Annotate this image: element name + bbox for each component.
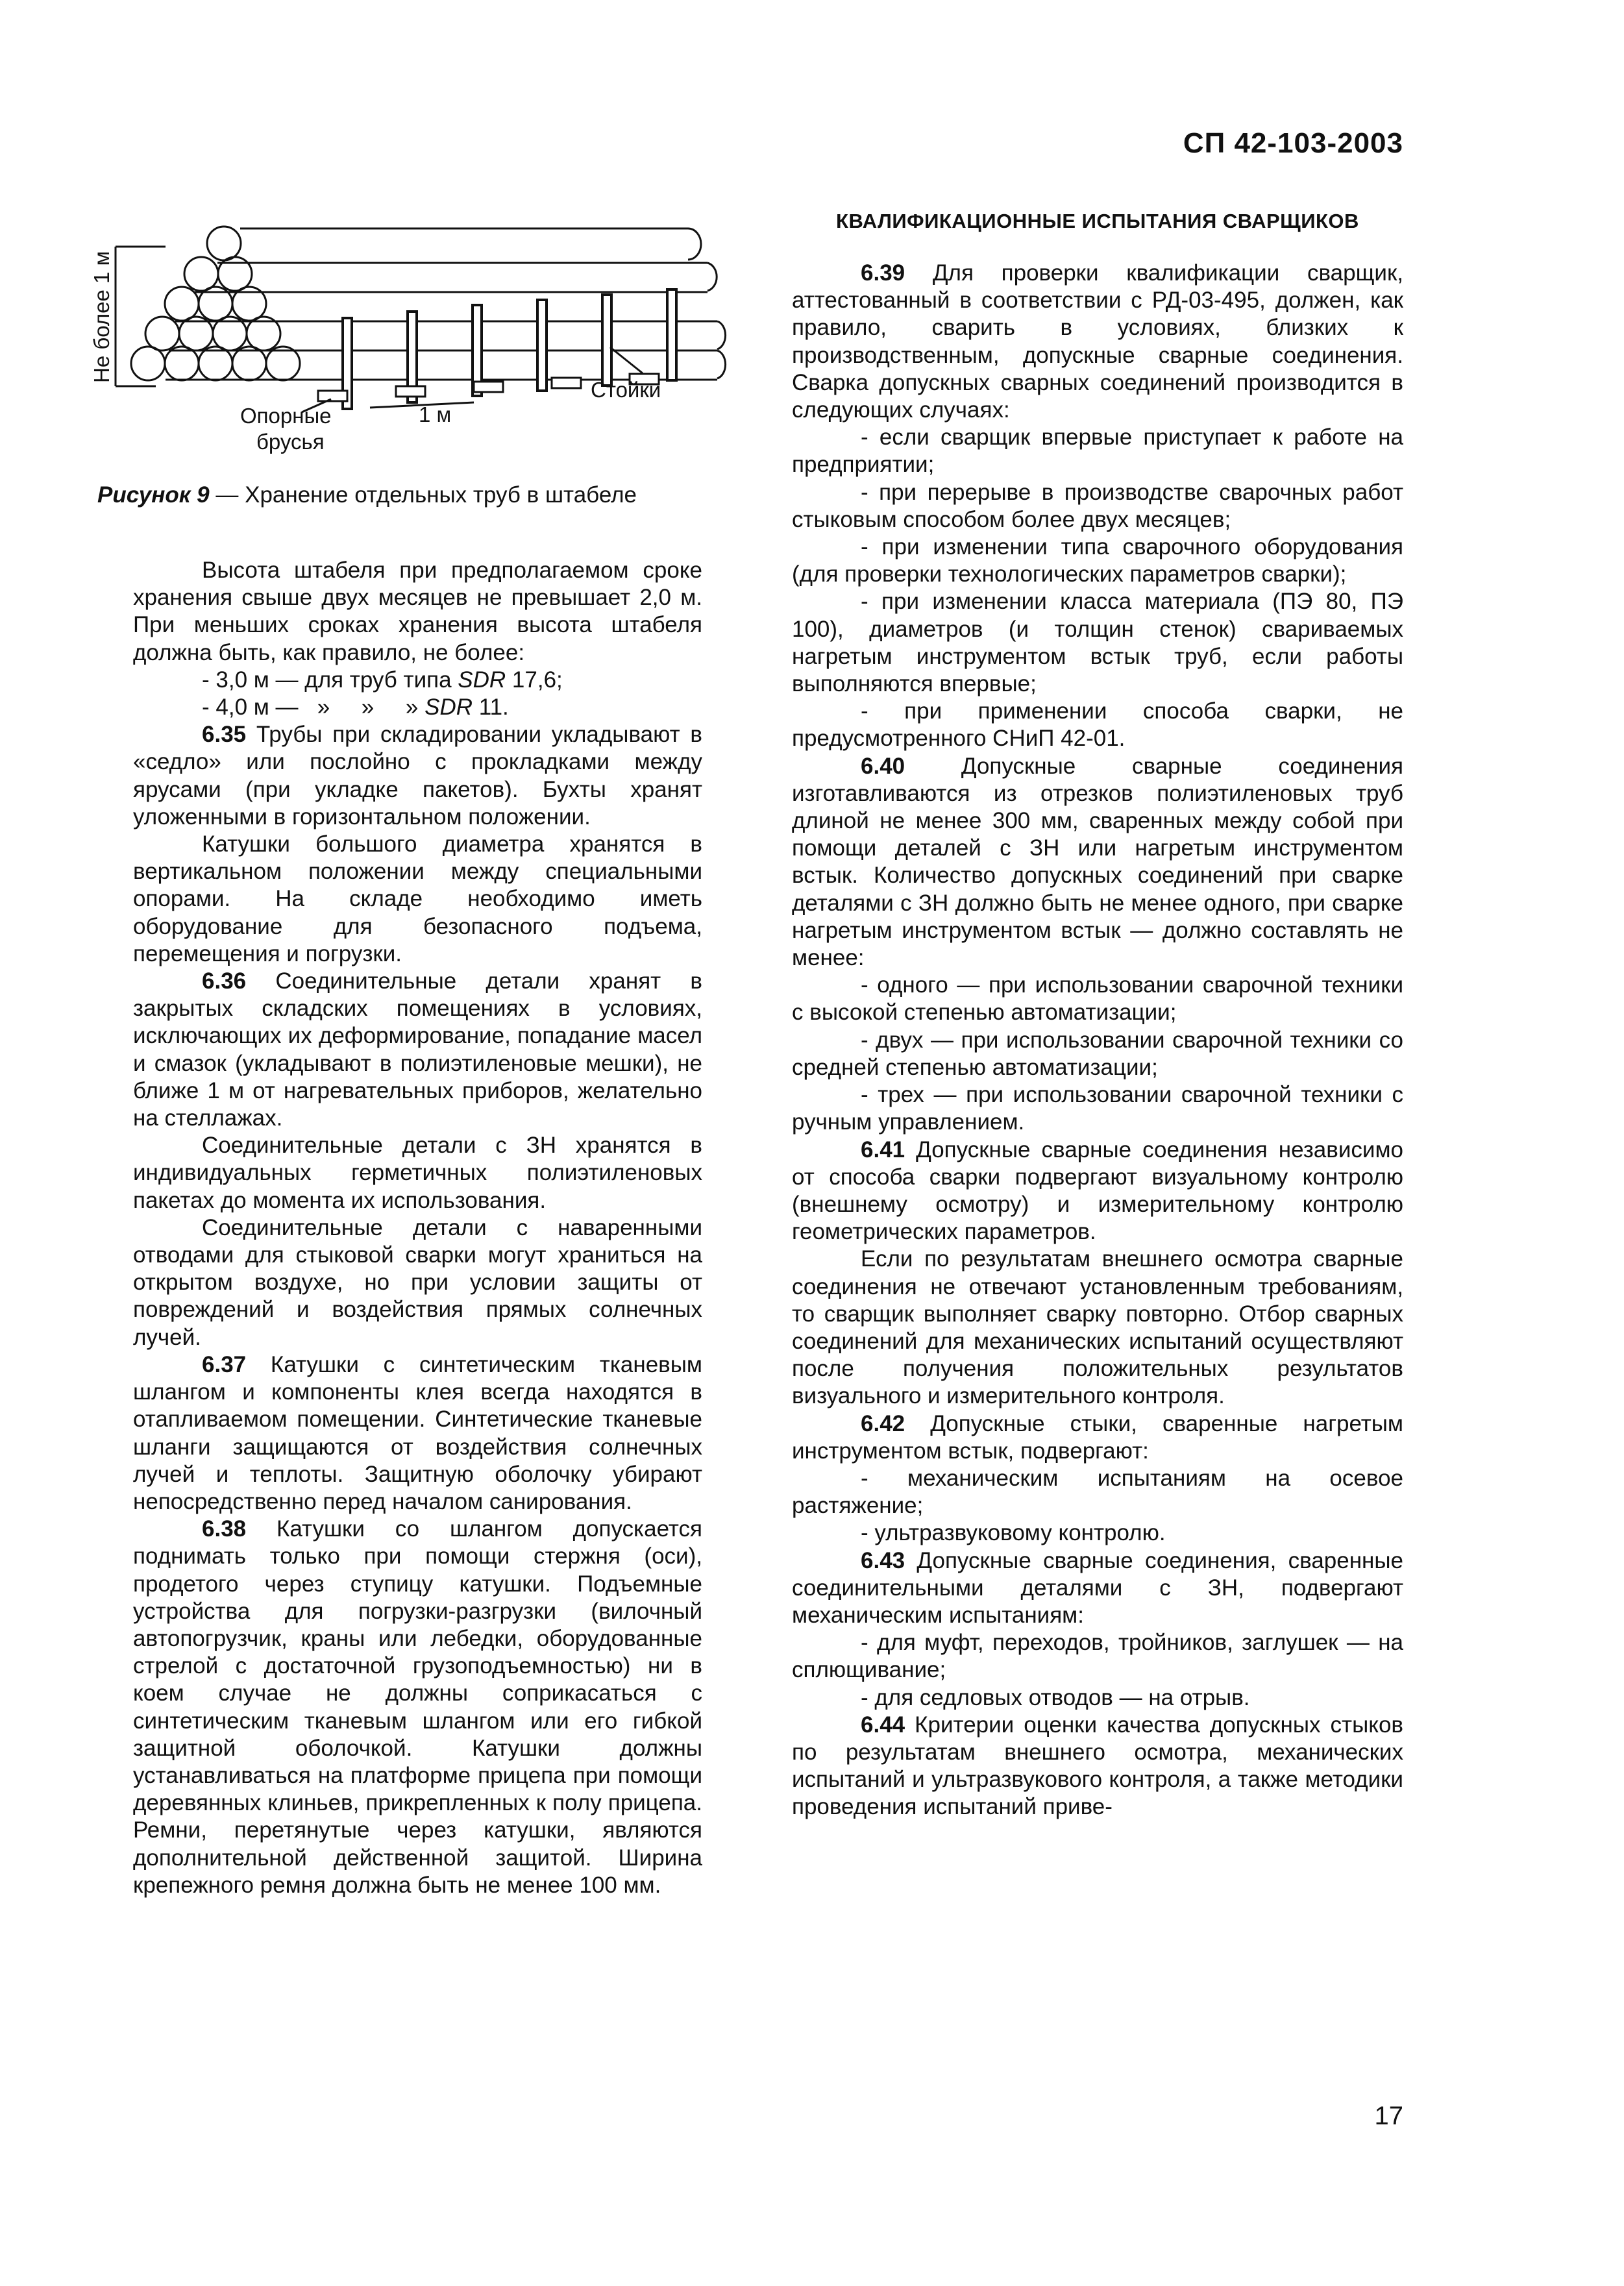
paragraph-visual-inspection: Если по результатам внешнего осмотра сварные соединения не отвечают установленным требованиям, то сварщик выполняет сварку повторно. Отбор сварных соединений для механических испытаний осуществляют после получения положительных результатов визуального и измерительного контроля. xyxy=(792,1246,1403,1409)
section-6-38: 6.38 Катушки со шлангом допускается поднимать только при помощи стержня (оси), продетого через ступицу катушки. Подъемные устройства для погрузки-разгрузки (вилочный автопогрузчик, краны или лебедки, оборудованные стрелой с достаточной грузоподъемностью) ни в коем случае не должны соприкасаться с синтетическим тканевым шлангом или его гибкой защитной оболочкой. Катушки должны устанавливаться на платформе прицепа при помощи деревянных клиньев, прикрепленных к полу прицепа. Ремни, перетянутые через катушки, являются дополнительной действенной защитой. Ширина крепежного ремня должна быть не менее 100 мм. xyxy=(133,1516,702,1898)
paragraph-stack-height: Высота штабеля при предполагаемом сроке хранения свыше двух месяцев не превышает 2,0 м. При меньших сроках хранения высота штабеля должна быть, как правило, не более: xyxy=(133,558,702,665)
figure-caption-label: Рисунок 9 xyxy=(97,482,210,508)
list-item: - трех — при использовании сварочной техники с ручным управлением. xyxy=(792,1082,1403,1135)
height-label: Не более 1 м xyxy=(90,251,114,383)
supports-label: Опорные xyxy=(240,404,332,428)
pipe-stack-illustration xyxy=(84,214,727,467)
section-6-44: 6.44 Критерии оценки качества допускных стыков по результатам внешнего осмотра, механических испытаний и ультразвукового контроля, а также методики проведения испытаний приве- xyxy=(792,1712,1403,1820)
left-column xyxy=(133,557,702,1899)
figure-caption xyxy=(97,482,707,509)
paragraph-welded-fittings: Соединительные детали с наваренными отводами для стыковой сварки могут храниться на открытом воздухе, но при условии защиты от повреждений и воздействия прямых солнечных лучей. xyxy=(133,1214,702,1350)
page-number: 17 xyxy=(1374,2102,1403,2130)
list-item: - для муфт, переходов, тройников, заглушек — на сплющивание; xyxy=(792,1630,1403,1683)
list-item: - если сварщик впервые приступает к работе на предприятии; xyxy=(792,424,1403,478)
document-code: СП 42-103-2003 xyxy=(1183,127,1403,159)
distance-label: 1 м xyxy=(419,402,452,426)
supports-label-2: брусья xyxy=(256,430,325,454)
list-item-sdr-17: - 3,0 м — для труб типа SDR 17,6; xyxy=(202,667,563,693)
list-item: - одного — при использовании сварочной техники с высокой степенью автоматизации; xyxy=(792,972,1403,1026)
list-item: - механическим испытаниям на осевое растяжение; xyxy=(792,1465,1403,1519)
section-6-35: 6.35 Трубы при складировании укладывают в «седло» или послойно с прокладками между ярусами (при укладке пакетов). Бухты хранят уложенными в горизонтальном положении. xyxy=(133,722,702,830)
list-item: - при применении способа сварки, не предусмотренного СНиП 42-01. xyxy=(792,698,1403,752)
section-6-42: 6.42 Допускные стыки, сваренные нагретым инструментом встык, подвергают: xyxy=(792,1410,1403,1464)
pipe-ends xyxy=(131,227,300,380)
list-item: - при изменении типа сварочного оборудования (для проверки технологических параметров сварки); xyxy=(792,534,1403,587)
posts-label: Стойки xyxy=(591,378,661,402)
section-6-41: 6.41 Допускные сварные соединения независимо от способа сварки подвергают визуальному контролю (внешнему осмотру) и измерительному контролю геометрических параметров. xyxy=(792,1137,1403,1245)
figure-pipe-stack xyxy=(84,214,727,467)
section-6-40: 6.40 Допускные сварные соединения изготавливаются из отрезков полиэтиленовых труб длиной не менее 300 мм, сваренных между собой при помощи деталей с ЗН или нагретым инструментом встык. Количество допускных соединений при сварке деталями с ЗН должно быть не менее одного, при сварке нагретым инструментом встык — должно составлять не менее: xyxy=(792,753,1403,971)
section-heading-welder-tests: КВАЛИФИКАЦИОННЫЕ ИСПЫТАНИЯ СВАРЩИКОВ xyxy=(836,210,1359,232)
section-6-43: 6.43 Допускные сварные соединения, сваренные соединительными деталями с ЗН, подвергают механическим испытаниям: xyxy=(792,1547,1403,1628)
list-item: - для седловых отводов — на отрыв. xyxy=(861,1684,1250,1710)
list-item: - при перерыве в производстве сварочных работ стыковым способом более двух месяцев; xyxy=(792,479,1403,532)
list-item: - при изменении класса материала (ПЭ 80, ПЭ 100), диаметров (и толщин стенок) свариваемых нагретым инструментом встык труб, если работы выполняются впервые; xyxy=(792,589,1403,697)
paragraph-coils: Катушки большого диаметра хранятся в вертикальном положении между специальными опорами. На складе необходимо иметь оборудование для безопасного подъема, перемещения и погрузки. xyxy=(133,831,702,966)
right-column xyxy=(792,260,1403,1821)
list-item-sdr-11: - 4,0 м — » » » SDR 11. xyxy=(202,694,509,720)
paragraph-zn-fittings: Соединительные детали с ЗН хранятся в индивидуальных герметичных полиэтиленовых пакетах до момента их использования. xyxy=(133,1133,702,1213)
section-6-36: 6.36 Соединительные детали хранят в закрытых складских помещениях в условиях, исключающих их деформирование, попадание масел и смазок (укладывают в полиэтиленовые мешки), не ближе 1 м от нагревательных приборов, желательно на стеллажах. xyxy=(133,968,702,1131)
list-item: - двух — при использовании сварочной техники со средней степенью автоматизации; xyxy=(792,1027,1403,1080)
list-item: - ультразвуковому контролю. xyxy=(861,1520,1166,1546)
figure-caption-text: — Хранение отдельных труб в штабеле xyxy=(209,482,637,508)
section-6-37: 6.37 Катушки с синтетическим тканевым шлангом и компоненты клея всегда находятся в отапливаемом помещении. Синтетические тканевые шланги защищаются от воздействия солнечных лучей и теплоты. Защитную оболочку убирают непосредственно перед началом санирования. xyxy=(133,1351,702,1514)
section-6-39: 6.39 Для проверки квалификации сварщик, аттестованный в соответствии с РД-03-495, должен, как правило, сварить в условиях, близких к производственным, допускные сварные соединения. Сварка допускных сварных соединений производится в следующих случаях: xyxy=(792,260,1403,423)
